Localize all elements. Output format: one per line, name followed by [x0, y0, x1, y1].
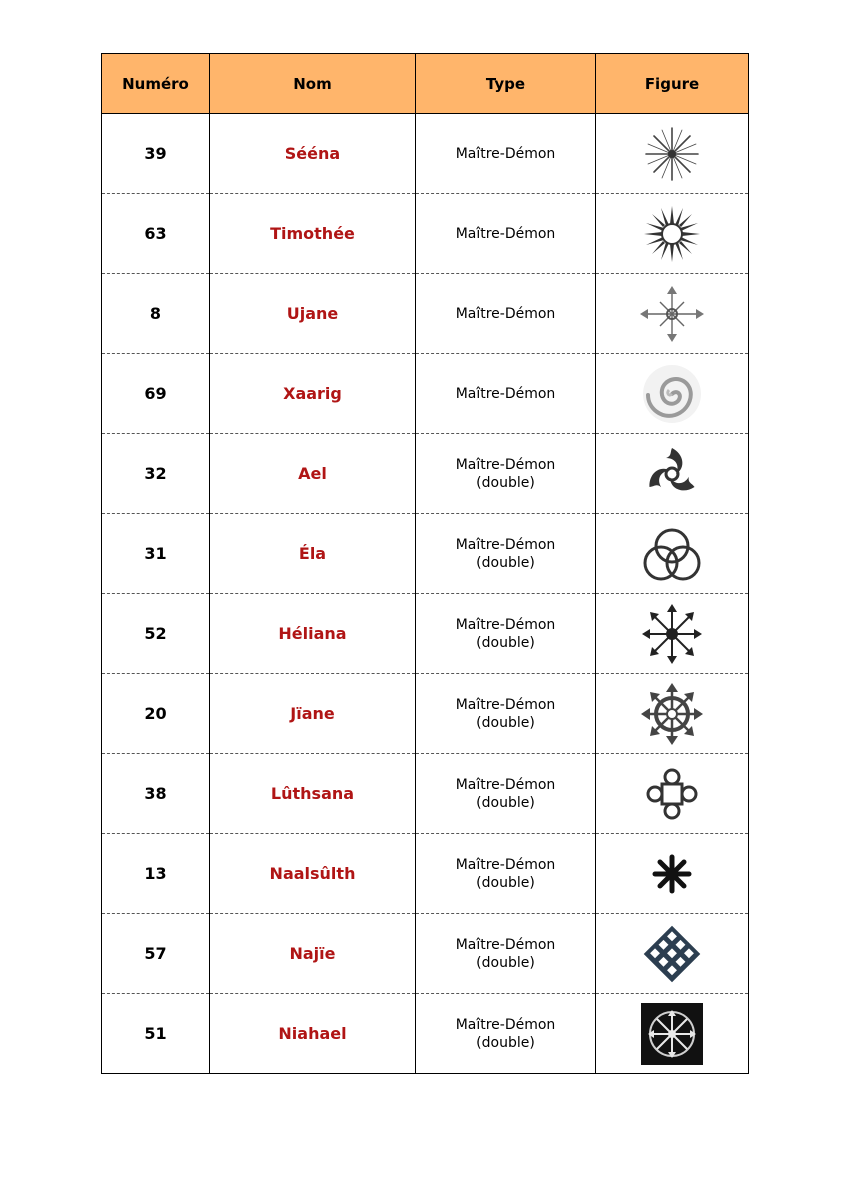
row-name: Héliana: [210, 594, 416, 674]
row-figure: [596, 834, 749, 914]
type-label: Maître-Démon: [455, 1016, 556, 1033]
table-row: [102, 114, 749, 194]
header-number: Numéro: [102, 54, 210, 114]
row-number: 32: [102, 434, 210, 514]
header-figure: Figure: [596, 54, 749, 114]
bowen-knot-icon: [644, 766, 700, 822]
row-type: [416, 914, 596, 994]
type-note: (double): [476, 874, 535, 891]
row-name: Timothée: [210, 194, 416, 274]
row-name: Niahael: [210, 994, 416, 1074]
type-label: Maître-Démon: [455, 225, 556, 242]
table-row: [102, 514, 749, 594]
type-note: (double): [476, 554, 535, 571]
row-name: Ujane: [210, 274, 416, 354]
asterisk-icon: [652, 854, 692, 894]
type-label: Maître-Démon: [455, 696, 556, 713]
row-type: [416, 114, 596, 194]
row-name: Ael: [210, 434, 416, 514]
chaos-wheel-icon: [640, 682, 704, 746]
trefoil-knot-icon: [641, 524, 703, 584]
row-figure: [596, 754, 749, 834]
row-number: 51: [102, 994, 210, 1074]
row-type: [416, 754, 596, 834]
row-figure: [596, 274, 749, 354]
type-label: Maître-Démon: [455, 456, 556, 473]
table-row: [102, 674, 749, 754]
table-row: [102, 594, 749, 674]
type-note: (double): [476, 794, 535, 811]
type-label: Maître-Démon: [455, 776, 556, 793]
row-figure: [596, 514, 749, 594]
row-type: [416, 994, 596, 1074]
row-type: [416, 354, 596, 434]
type-label: Maître-Démon: [455, 145, 556, 162]
row-name: Xaarig: [210, 354, 416, 434]
header-type: Type: [416, 54, 596, 114]
star-burst-icon: [642, 124, 702, 184]
row-number: 20: [102, 674, 210, 754]
table-row: [102, 754, 749, 834]
row-name: Sééna: [210, 114, 416, 194]
row-number: 13: [102, 834, 210, 914]
row-type: [416, 834, 596, 914]
type-label: Maître-Démon: [455, 385, 556, 402]
chaos-star-icon: [641, 603, 703, 665]
type-label: Maître-Démon: [455, 616, 556, 633]
triskelion-icon: [642, 444, 702, 504]
table-row: [102, 994, 749, 1074]
chaos-circle-icon: [641, 1003, 703, 1065]
row-number: 69: [102, 354, 210, 434]
row-name: Najïe: [210, 914, 416, 994]
row-name: Naalsûlth: [210, 834, 416, 914]
row-number: 52: [102, 594, 210, 674]
row-name: Jïane: [210, 674, 416, 754]
type-note: (double): [476, 474, 535, 491]
sun-icon: [642, 204, 702, 264]
header-row: [102, 54, 749, 114]
header-name: Nom: [210, 54, 416, 114]
row-number: 39: [102, 114, 210, 194]
row-type: [416, 514, 596, 594]
row-figure: [596, 994, 749, 1074]
compass-arrows-icon: [640, 284, 704, 344]
table-row: [102, 914, 749, 994]
row-number: 63: [102, 194, 210, 274]
row-type: [416, 674, 596, 754]
row-name: Lûthsana: [210, 754, 416, 834]
row-figure: [596, 114, 749, 194]
demon-table: [101, 53, 749, 1074]
type-note: (double): [476, 954, 535, 971]
row-number: 38: [102, 754, 210, 834]
row-figure: [596, 914, 749, 994]
row-type: [416, 274, 596, 354]
spiral-icon: [641, 363, 703, 425]
table-row: [102, 434, 749, 514]
type-note: (double): [476, 634, 535, 651]
table-row: [102, 354, 749, 434]
type-label: Maître-Démon: [455, 936, 556, 953]
row-figure: [596, 674, 749, 754]
table-row: [102, 194, 749, 274]
row-number: 57: [102, 914, 210, 994]
type-label: Maître-Démon: [455, 305, 556, 322]
type-note: (double): [476, 714, 535, 731]
type-label: Maître-Démon: [455, 856, 556, 873]
row-type: [416, 434, 596, 514]
type-note: (double): [476, 1034, 535, 1051]
row-name: Éla: [210, 514, 416, 594]
row-figure: [596, 594, 749, 674]
row-number: 31: [102, 514, 210, 594]
row-figure: [596, 194, 749, 274]
row-figure: [596, 434, 749, 514]
row-type: [416, 194, 596, 274]
table-row: [102, 834, 749, 914]
table-row: [102, 274, 749, 354]
row-type: [416, 594, 596, 674]
type-label: Maître-Démon: [455, 536, 556, 553]
row-figure: [596, 354, 749, 434]
row-number: 8: [102, 274, 210, 354]
endless-knot-icon: [642, 923, 702, 985]
